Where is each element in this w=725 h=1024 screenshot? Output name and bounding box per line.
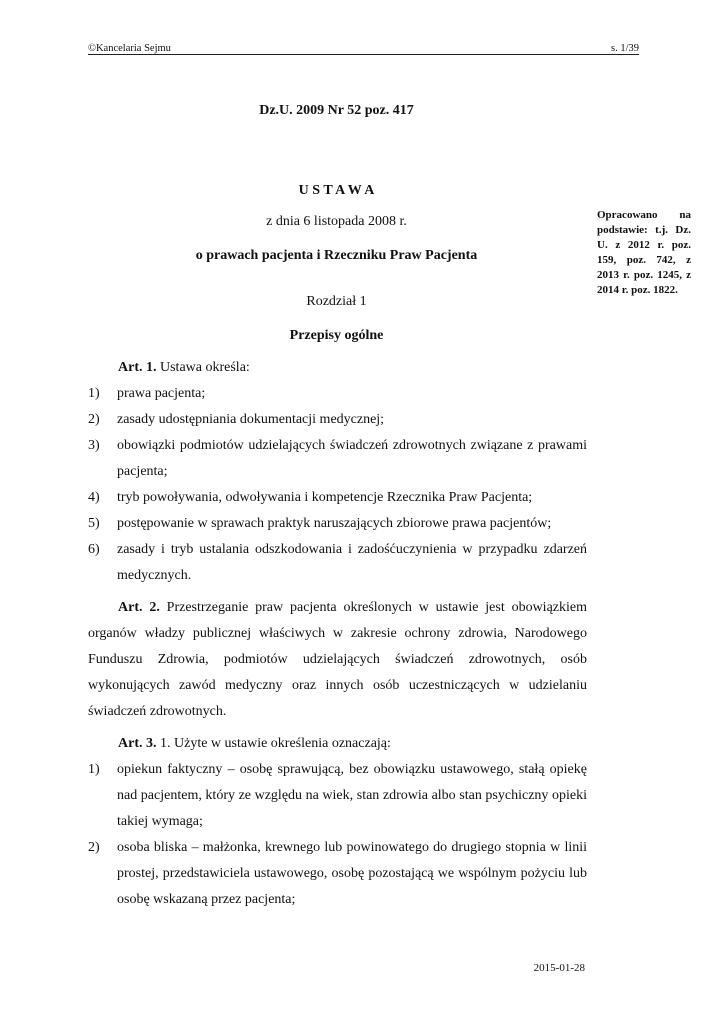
header-divider — [88, 54, 639, 55]
article-2-label: Art. 2. — [118, 600, 160, 615]
article-3-label: Art. 3. — [118, 736, 157, 751]
article-2: Art. 2. Przestrzeganie praw pacjenta określonych w ustawie jest obowiązkiem organów władzy publicznej właściwych w zakresie ochrony zdrowia, Narodowego Funduszu Zdrowia, podmiotów udzielających świadczeń zdrowotnych, osób wykonujących zawód medyczny oraz innych osób uczestniczących w udzielaniu świadczeń zdrowotnych. — [88, 600, 587, 719]
article-3-intro: Art. 3. 1. Użyte w ustawie określenia oznaczają: — [118, 736, 391, 751]
list-item: 2) osoba bliska – małżonka, krewnego lub powinowatego do drugiego stopnia w linii prostej, przedstawiciela ustawowego, osobę pozostającą we wspólnym pożyciu lub osobę wskazaną przez pacjenta; — [88, 840, 587, 907]
footer-date: 2015-01-28 — [533, 962, 585, 974]
list-item: 1) opiekun faktyczny – osobę sprawującą, bez obowiązku ustawowego, stałą opiekę nad pacjentem, który ze względu na wiek, stan zdrowia albo stan psychiczny opieki takiej wymaga; — [88, 762, 587, 829]
document-title: U S T A W A — [298, 183, 375, 198]
list-item: 4) tryb powoływania, odwoływania i kompetencje Rzecznika Praw Pacjenta; — [88, 490, 533, 505]
article-1-intro: Art. 1. Ustawa określa: — [118, 360, 250, 375]
chapter-number: Rozdział 1 — [306, 294, 367, 309]
header-source: ©Kancelaria Sejmu — [88, 43, 171, 54]
list-item: 2) zasady udostępniania dokumentacji medycznej; — [88, 412, 385, 427]
list-item: 6) zasady i tryb ustalania odszkodowania i zadośćuczynienia w przypadku zdarzeń medycznych. — [88, 542, 587, 583]
article-1-label: Art. 1. — [118, 360, 157, 375]
header-page-number: s. 1/39 — [610, 43, 639, 54]
source-note: Opracowano na podstawie: t.j. Dz. U. z 2012 r. poz. 159, poz. 742, z 2013 r. poz. 1245, z 2014 r. poz. 1822. — [597, 209, 691, 296]
list-item: 5) postępowanie w sprawach praktyk naruszających zbiorowe prawa pacjentów; — [88, 516, 552, 531]
document-date: z dnia 6 listopada 2008 r. — [266, 214, 407, 229]
document-reference: Dz.U. 2009 Nr 52 poz. 417 — [259, 103, 414, 118]
document-subject: o prawach pacjenta i Rzeczniku Praw Pacjenta — [195, 248, 478, 263]
list-item: 3) obowiązki podmiotów udzielających świadczeń zdrowotnych związane z prawami pacjenta; — [88, 438, 587, 479]
document-body — [88, 355, 587, 913]
list-item: 1) prawa pacjenta; — [88, 386, 206, 401]
chapter-title: Przepisy ogólne — [289, 328, 384, 343]
